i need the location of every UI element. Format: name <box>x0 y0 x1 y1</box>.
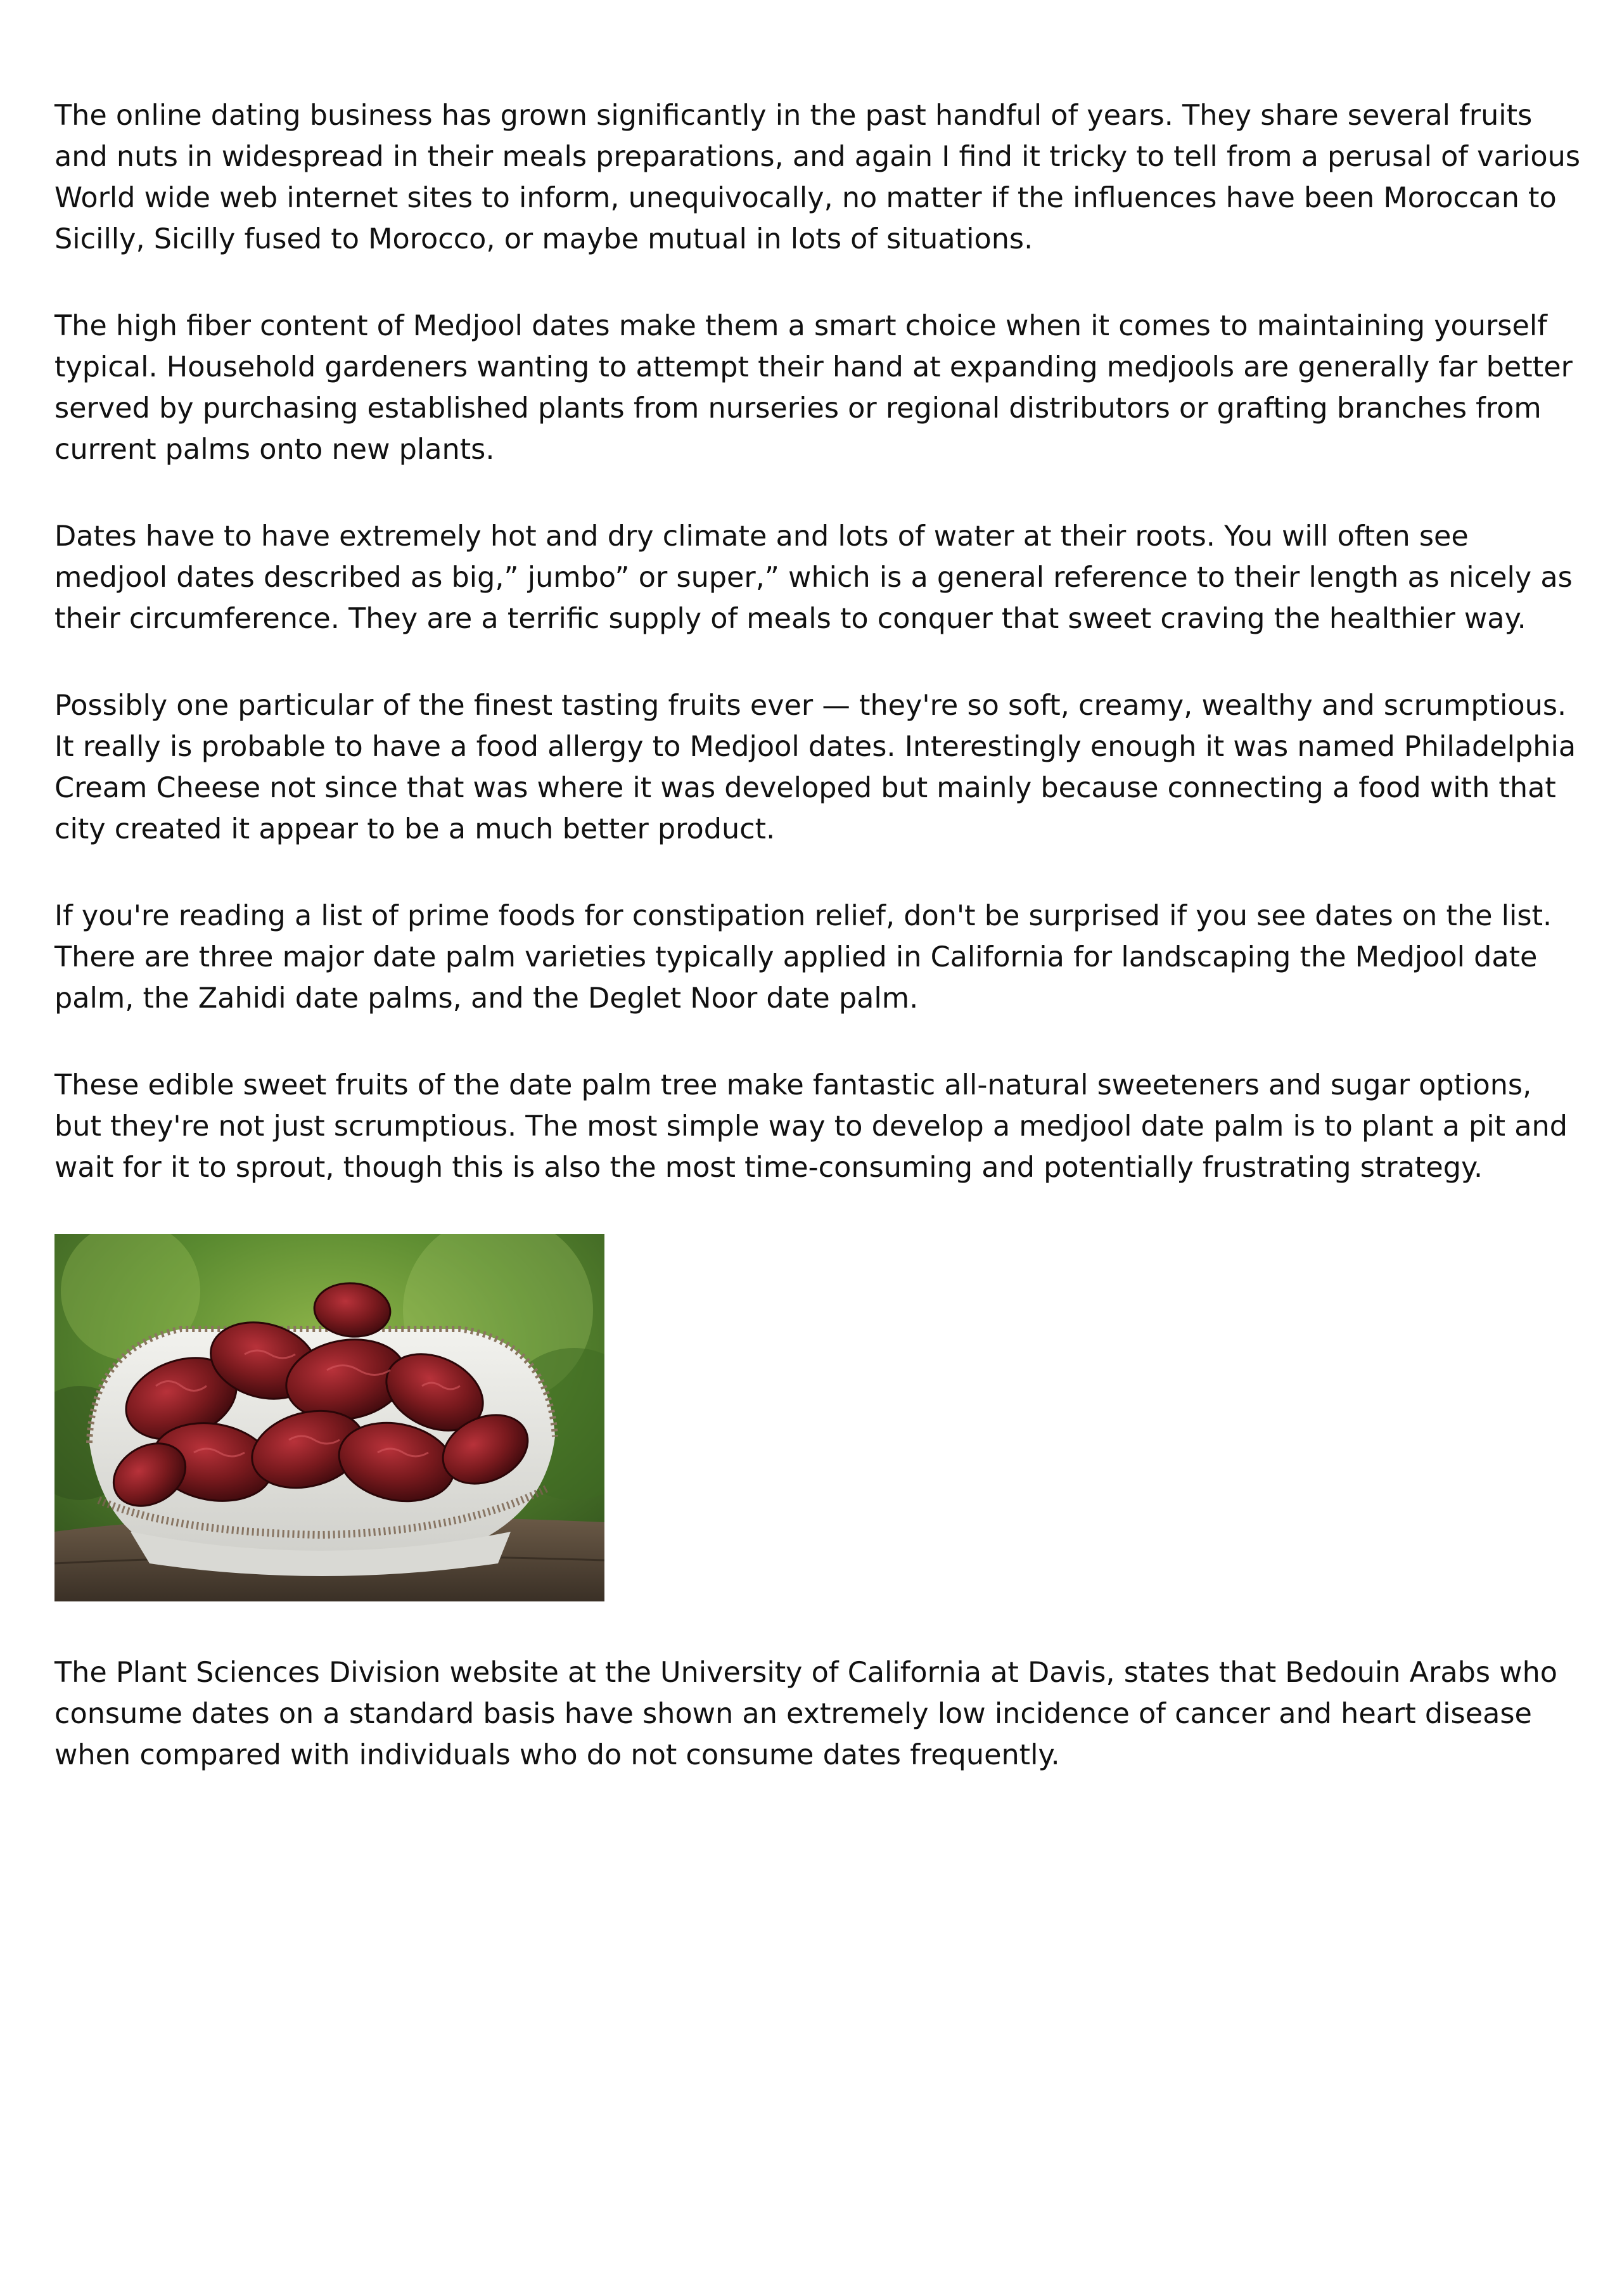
dates-bowl-photo <box>54 1234 604 1601</box>
paragraph-4: Possibly one particular of the finest tasting fruits ever — they're so soft, creamy, wealthy and scrumptious. It really is probable to have a food allergy to Medjool dates. Interestingly enough it was named Philadelphia Cream Cheese not since that was where it was developed but mainly because connecting a food with that city created it appear to be a much better product. <box>54 689 1576 845</box>
paragraph-5: If you're reading a list of prime foods for constipation relief, don't be surprised if you see dates on the list. There are three major date palm varieties typically applied in California for landscaping the Medjool date palm, the Zahidi date palms, and the Deglet Noor date palm. <box>54 900 1552 1015</box>
paragraph-3: Dates have to have extremely hot and dry climate and lots of water at their roots. You will often see medjool dates described as big,” jumbo” or super,” which is a general reference to their length as nicely as their circumference. They are a terrific supply of meals to conquer that sweet craving the healthier way. <box>54 520 1573 635</box>
paragraph-1: The online dating business has grown significantly in the past handful of years. They share several fruits and nuts in widespread in their meals preparations, and again I find it tricky to tell from a perusal of various World wide web internet sites to inform, unequivocally, no matter if the influences have been Moroccan to Sicilly, Sicilly fused to Morocco, or maybe mutual in lots of situations. <box>54 99 1580 255</box>
paragraph-7: The Plant Sciences Division website at the University of California at Davis, states that Bedouin Arabs who consume dates on a standard basis have shown an extremely low incidence of cancer and heart disease when compared with individuals who do not consume dates frequently. <box>54 1657 1557 1771</box>
article-body <box>54 95 1581 1821</box>
paragraph-6: These edible sweet fruits of the date palm tree make fantastic all-natural sweeteners and sugar options, but they're not just scrumptious. The most simple way to develop a medjool date palm is to plant a pit and wait for it to sprout, though this is also the most time-consuming and potentially frustrating strategy. <box>54 1069 1568 1184</box>
paragraph-2: The high fiber content of Medjool dates make them a smart choice when it comes to maintaining yourself typical. Household gardeners wanting to attempt their hand at expanding medjools are generally far better served by purchasing established plants from nurseries or regional distributors or grafting branches from current palms onto new plants. <box>54 310 1573 466</box>
